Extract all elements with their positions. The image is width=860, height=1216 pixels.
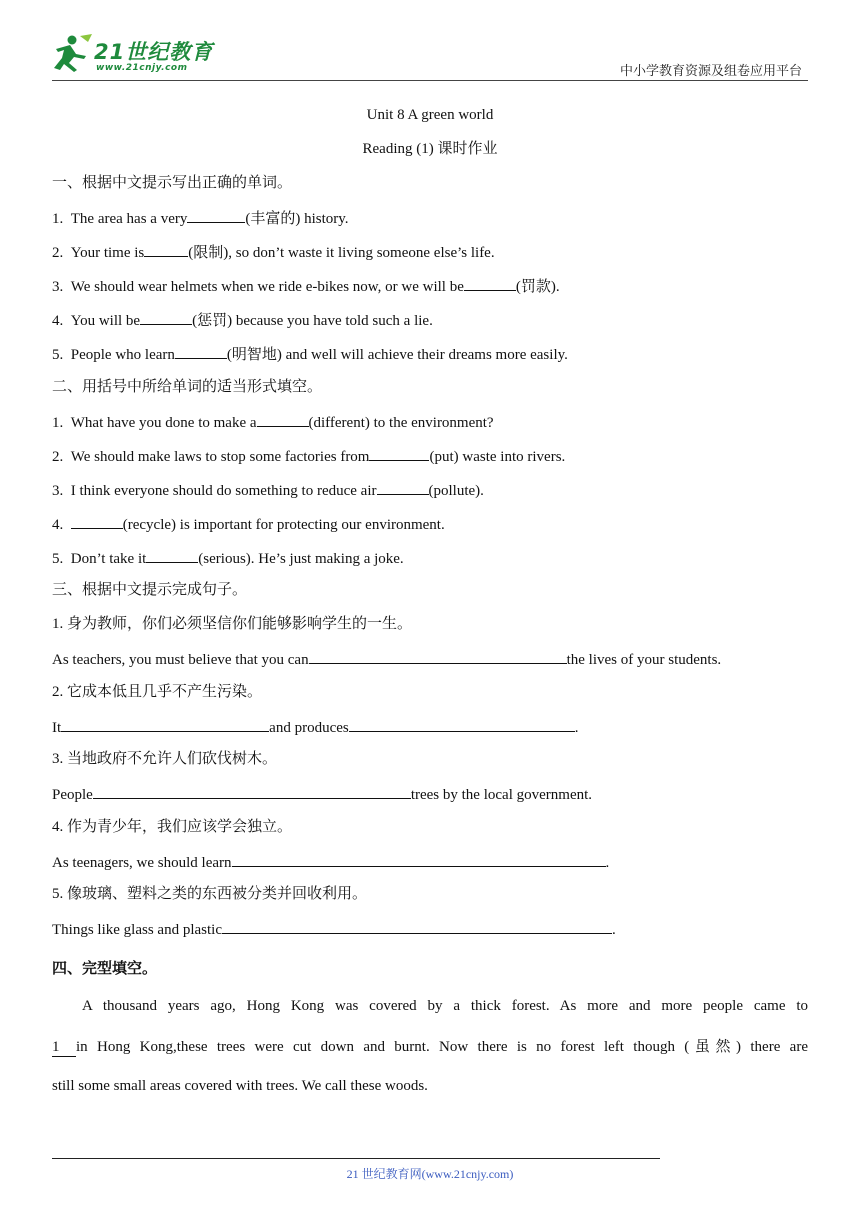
s3-sentence [52, 783, 592, 805]
question-text: What have you done to make a [70, 415, 257, 431]
section1-heading: 一、根据中文提示写出正确的单词。 [52, 175, 293, 191]
question-number: 2. [52, 449, 64, 465]
logo-url: www.21cnjy.com [96, 63, 188, 73]
question-text: Your time is [70, 245, 145, 261]
sentence-text: . [605, 855, 610, 871]
header-right-text: 中小学教育资源及组卷应用平台 [619, 64, 802, 79]
answer-blank[interactable] [377, 479, 429, 495]
cloze-paragraph [52, 996, 808, 1096]
sentence-text: Things like glass and plastic [52, 922, 222, 938]
sentence-text: As teachers, you must believe that you can [52, 652, 309, 668]
question-text: (限制), so don’t waste it living someone else’s life. [188, 245, 495, 261]
question-number: 5. [52, 347, 64, 363]
question-text: (recycle) is important for protecting our environment. [122, 517, 445, 533]
answer-blank[interactable] [140, 309, 192, 325]
footer-divider [52, 1158, 660, 1159]
sentence-text: and produces [269, 720, 349, 736]
title-line-1: Unit 8 A green world [366, 107, 494, 123]
answer-blank[interactable] [349, 716, 575, 732]
s3-chinese-prompt: 4. 作为青少年，我们应该学会独立。 [52, 819, 293, 835]
s3-sentence [52, 851, 609, 873]
cloze-line-2: 1 in Hong Kong,these trees were cut down and burnt. Now there is no forest left though (虽然) there are [52, 1037, 808, 1055]
s3-sentence [52, 918, 616, 940]
question-number: 3. [52, 483, 64, 499]
question-number: 4. [52, 517, 64, 533]
s2-question [52, 547, 404, 569]
s2-question [52, 411, 494, 433]
s3-chinese-prompt: 5. 像玻璃、塑料之类的东西被分类并回收利用。 [52, 886, 368, 902]
sentence-text: It [52, 720, 62, 736]
s1-question [52, 207, 349, 229]
answer-blank[interactable] [71, 513, 123, 529]
answer-blank[interactable] [222, 918, 612, 934]
section3-heading: 三、根据中文提示完成句子。 [52, 582, 248, 598]
s3-sentence [52, 648, 721, 670]
section2-heading: 二、用括号中所给单词的适当形式填空。 [52, 379, 323, 395]
s3-sentence [52, 716, 578, 738]
question-text: (丰富的) history. [245, 211, 349, 227]
s1-question [52, 343, 568, 365]
question-text: I think everyone should do something to reduce air [70, 483, 377, 499]
question-text: (罚款). [515, 279, 560, 295]
question-text: The area has a very [70, 211, 188, 227]
answer-blank[interactable] [369, 445, 429, 461]
cloze-blank-number[interactable]: 1 [52, 1039, 76, 1057]
answer-blank[interactable] [257, 411, 309, 427]
header [0, 0, 860, 82]
logo-text: 21世纪教育 [94, 40, 214, 64]
answer-blank[interactable] [187, 207, 245, 223]
answer-blank[interactable] [61, 716, 269, 732]
s2-question [52, 479, 484, 501]
s1-question [52, 309, 433, 331]
answer-blank[interactable] [175, 343, 227, 359]
answer-blank[interactable] [232, 851, 606, 867]
question-number: 1. [52, 211, 64, 227]
answer-blank[interactable] [93, 783, 411, 799]
s3-chinese-prompt: 2. 它成本低且几乎不产生污染。 [52, 684, 263, 700]
question-text: (different) to the environment? [308, 415, 494, 431]
cloze-line-3: still some small areas covered with trees. We call these woods. [52, 1078, 428, 1094]
sentence-text: . [574, 720, 579, 736]
s3-chinese-prompt: 3. 当地政府不允许人们砍伐树木。 [52, 751, 278, 767]
question-number: 1. [52, 415, 64, 431]
s2-question [52, 513, 445, 535]
question-text: We should make laws to stop some factories from [70, 449, 370, 465]
header-divider [52, 80, 808, 81]
s2-question [52, 445, 565, 467]
section4-heading: 四、完型填空。 [52, 959, 158, 977]
question-text: (put) waste into rivers. [429, 449, 566, 465]
question-text: We should wear helmets when we ride e-bikes now, or we will be [70, 279, 464, 295]
question-text: Don’t take it [70, 551, 147, 567]
question-text: (serious). He’s just making a joke. [198, 551, 404, 567]
sentence-text: People [52, 787, 93, 803]
answer-blank[interactable] [144, 241, 188, 257]
question-text: People who learn [70, 347, 175, 363]
logo [50, 32, 230, 76]
cloze-line-1: A thousand years ago, Hong Kong was covered by a thick forest. As more and more people came to [82, 998, 808, 1014]
question-text: You will be [70, 313, 141, 329]
answer-blank[interactable] [146, 547, 198, 563]
runner-logo-icon [50, 32, 94, 74]
question-number: 3. [52, 279, 64, 295]
question-text: (明智地) and well will achieve their dreams more easily. [226, 347, 568, 363]
s1-question [52, 241, 495, 263]
answer-blank[interactable] [464, 275, 516, 291]
sentence-text: . [611, 922, 616, 938]
question-number: 5. [52, 551, 64, 567]
question-number: 4. [52, 313, 64, 329]
sentence-text: As teenagers, we should learn [52, 855, 232, 871]
sentence-text: trees by the local government. [410, 787, 593, 803]
s3-chinese-prompt: 1. 身为教师，你们必须坚信你们能够影响学生的一生。 [52, 616, 413, 632]
answer-blank[interactable] [309, 648, 567, 664]
question-number: 2. [52, 245, 64, 261]
sentence-text: the lives of your students. [566, 652, 722, 668]
title-line-2: Reading (1) 课时作业 [362, 141, 498, 157]
footer-text: 21 世纪教育网(www.21cnjy.com) [346, 1167, 514, 1181]
question-text: (pollute). [428, 483, 484, 499]
question-text: (惩罚) because you have told such a lie. [192, 313, 433, 329]
s1-question [52, 275, 560, 297]
